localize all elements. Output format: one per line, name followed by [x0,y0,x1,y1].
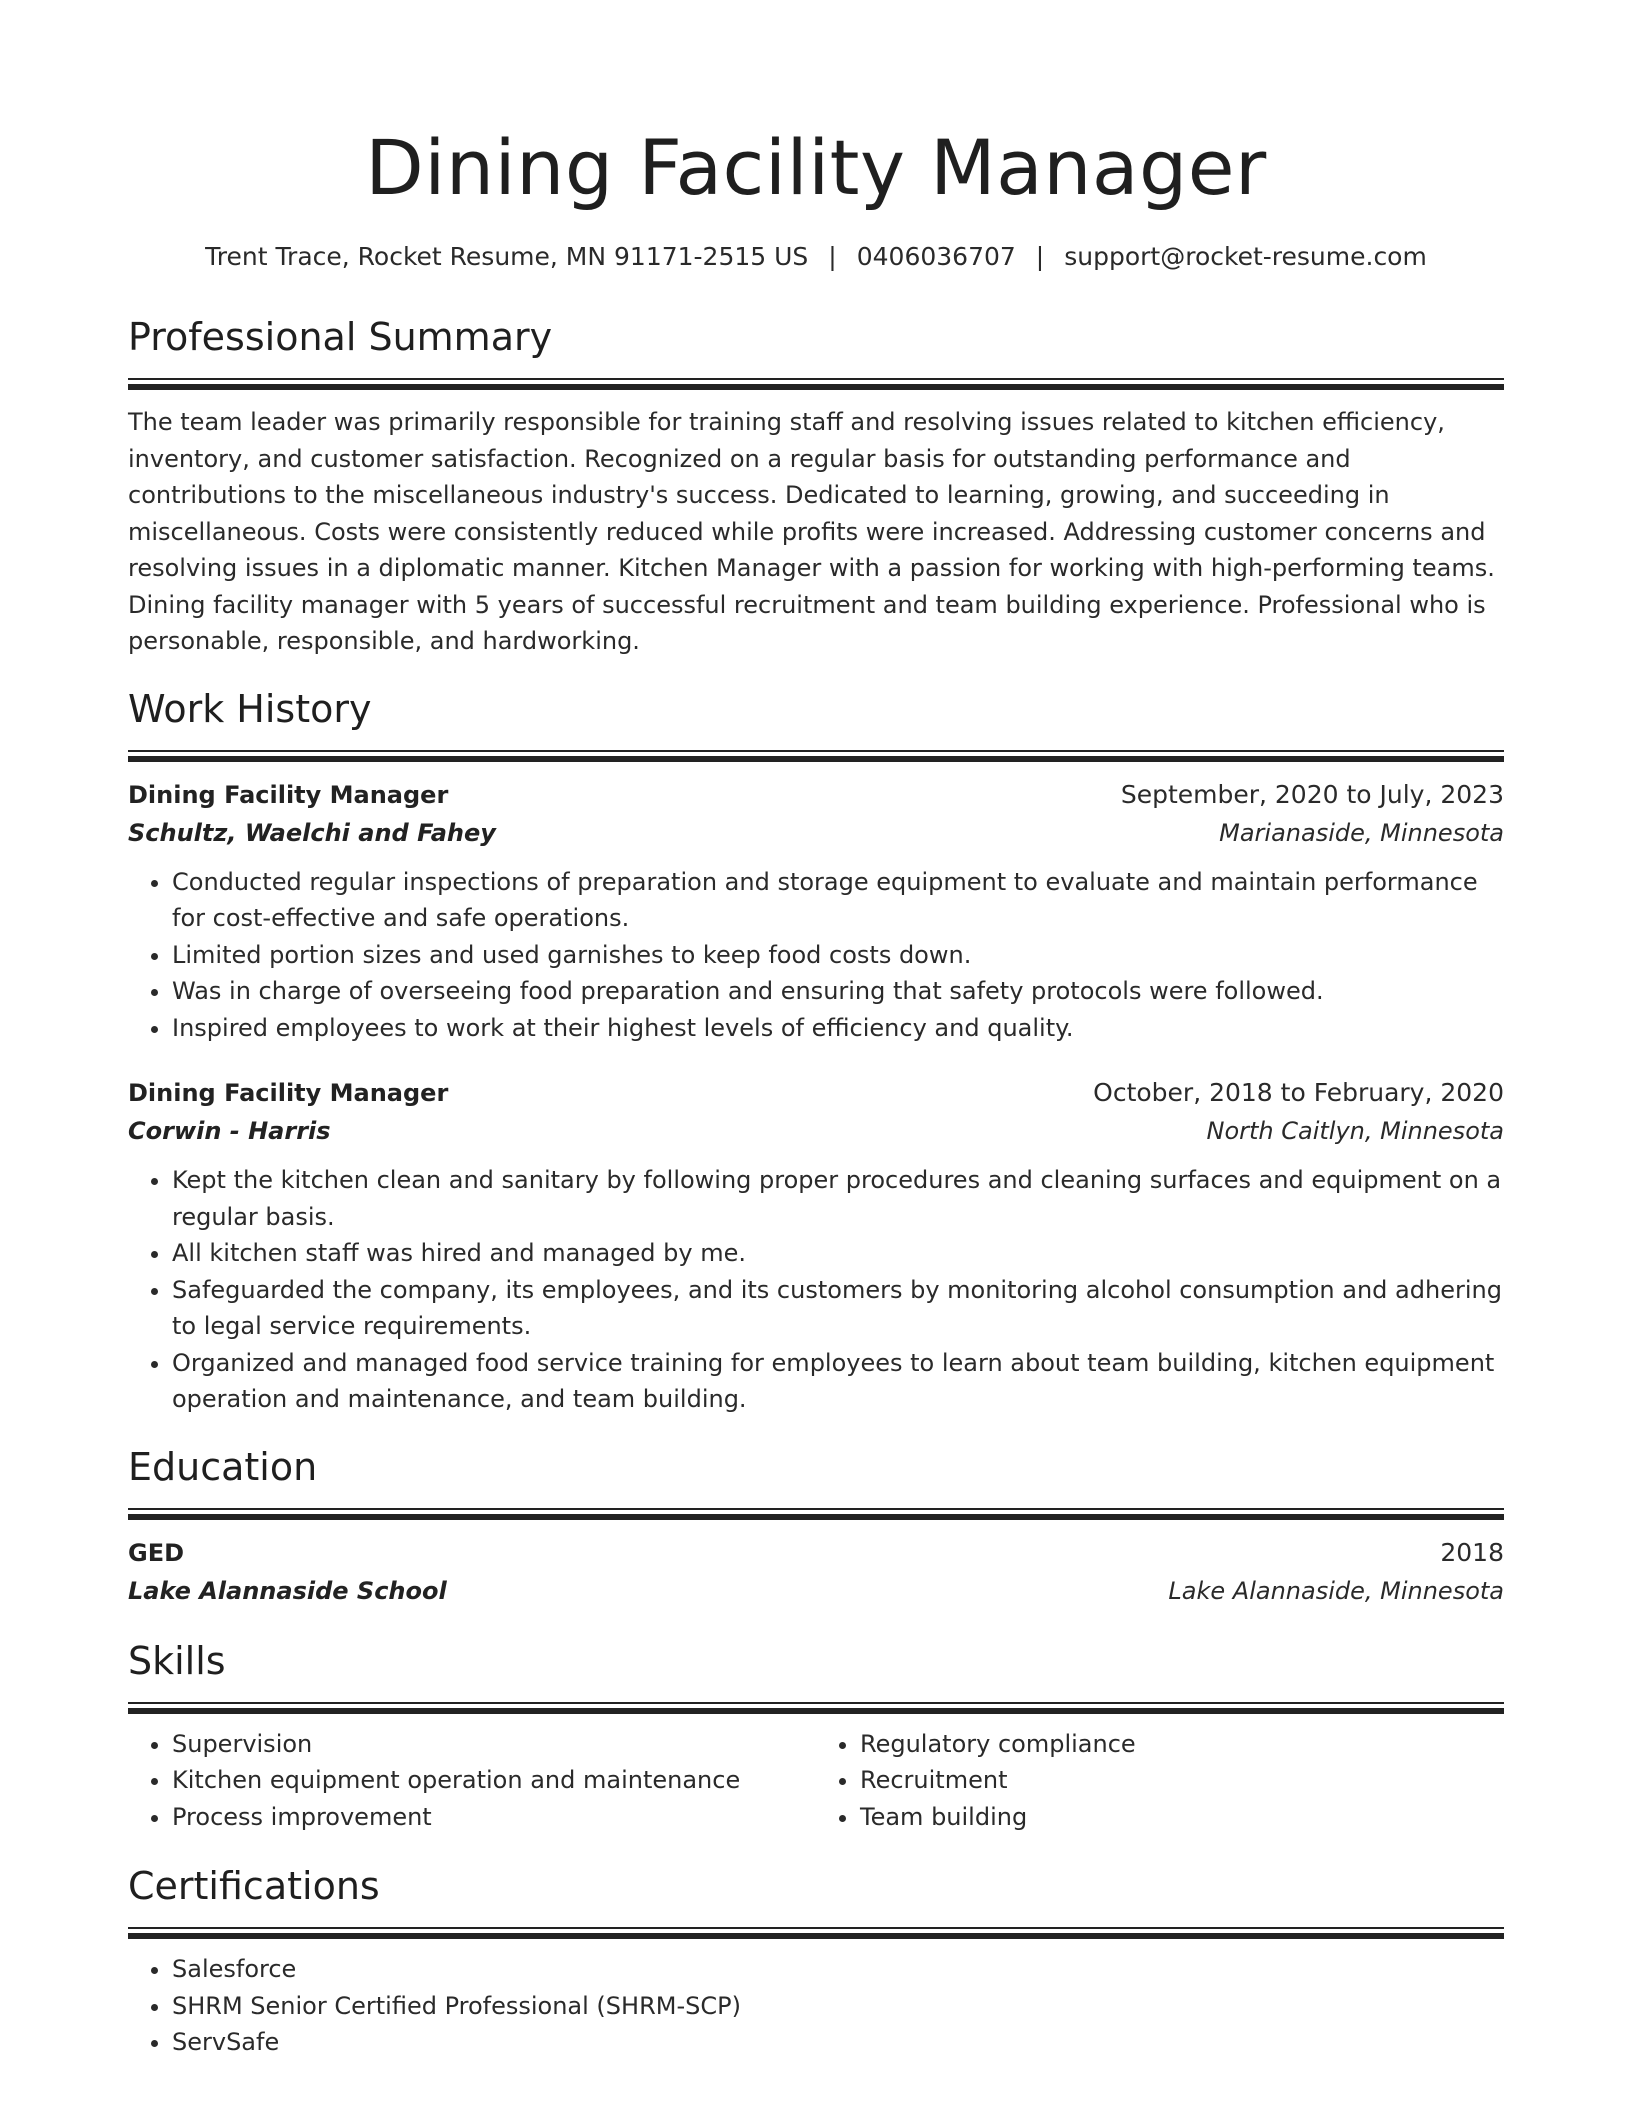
job-company-row [128,814,1504,852]
contact-phone: 0406036707 [856,242,1016,271]
list-item: • Inspired employees to work at their highest levels of efficiency and quality. [172,1010,1504,1047]
job-location: North Caitlyn, Minnesota [1206,1117,1504,1145]
job-bullets [128,864,1504,1047]
section-heading-education: Education [128,1444,318,1489]
list-item: • Team building [860,1799,1504,1836]
skills-list-left [128,1726,816,1836]
list-item: • Supervision [172,1726,816,1763]
list-item: • Organized and managed food service training for employees to learn about team building, kitchen equipment operation and maintenance, and team building. [172,1345,1504,1418]
list-item: • Limited portion sizes and used garnishes to keep food costs down. [172,937,1504,974]
list-item: • SHRM Senior Certified Professional (SHRM-SCP) [172,1988,1504,2025]
job-company: Schultz, Waelchi and Fahey [128,818,496,847]
list-item: • Kept the kitchen clean and sanitary by following proper procedures and cleaning surfaces and equipment on a regular basis. [172,1162,1504,1235]
job-header-row [128,1074,1504,1112]
contact-separator: | [1035,242,1045,271]
section-heading-skills: Skills [128,1638,226,1683]
education-header-row [128,1534,1504,1572]
job-dates: September, 2020 to July, 2023 [1120,779,1504,809]
job-entry [128,1074,1504,1418]
list-item: • Kitchen equipment operation and maintenance [172,1762,816,1799]
list-item: • Conducted regular inspections of preparation and storage equipment to evaluate and maintain performance for cost-effective and safe operations. [172,864,1504,937]
job-header-row [128,776,1504,814]
section-heading-work-history: Work History [128,686,372,731]
list-item: • Process improvement [172,1799,816,1836]
contact-separator: | [828,242,837,271]
certifications-list [128,1951,1504,2061]
summary-text: The team leader was primarily responsible for training staff and resolving issues related to kitchen efficiency, inventory, and customer satisfaction. Recognized on a regular basis for outstanding performance and contributions to the miscellaneous industry's success. Dedicated to learning, growing, and succeeding in miscellaneous. Costs were consistently reduced while profits were increased. Addressing customer concerns and resolving issues in a diplomatic manner. Kitchen Manager with a passion for working with high-performing teams. Dining facility manager with 5 years of successful recruitment and team building experience. Professional who is personable, responsible, and hardworking. [128,408,1495,655]
education-degree: GED [128,1538,185,1567]
section-heading-summary: Professional Summary [128,315,553,359]
list-item: • ServSafe [172,2024,1504,2061]
contact-email: support@rocket-resume.com [1064,242,1427,271]
list-item: • All kitchen staff was hired and managed by me. [172,1235,1504,1272]
work-history-section [128,684,1504,1418]
education-location: Lake Alannaside, Minnesota [1168,1576,1504,1605]
education-school: Lake Alannaside School [128,1576,447,1605]
section-divider [128,1927,1504,1939]
contact-address: Trent Trace, Rocket Resume, MN 91171-2515 US [205,242,809,271]
section-divider [128,1508,1504,1520]
list-item: • Safeguarded the company, its employees, and its customers by monitoring alcohol consumption and adhering to legal service requirements. [172,1272,1504,1345]
job-location: Marianaside, Minnesota [1219,818,1504,847]
contact-line [128,240,1504,274]
section-divider [128,1702,1504,1714]
education-entry [128,1534,1504,1610]
job-dates: October, 2018 to February, 2020 [1093,1078,1504,1107]
section-divider [128,378,1504,390]
section-heading-certifications: Certifications [128,1864,380,1908]
list-item: • Was in charge of overseeing food preparation and ensuring that safety protocols were followed. [172,973,1504,1010]
resume-title: Dining Facility Manager [365,123,1267,212]
certifications-section [128,1861,1504,2061]
job-company: Corwin - Harris [128,1117,331,1145]
job-title: Dining Facility Manager [128,1079,449,1107]
section-divider [128,750,1504,762]
skills-grid [128,1726,1504,1836]
list-item: • Recruitment [860,1762,1504,1799]
education-year: 2018 [1440,1537,1504,1567]
summary-section [128,312,1504,660]
job-entry [128,776,1504,1047]
job-bullets [128,1162,1504,1418]
skills-list-right [816,1726,1504,1836]
list-item: • Regulatory compliance [860,1726,1504,1763]
education-section [128,1442,1504,1610]
education-school-row [128,1572,1504,1610]
job-company-row [128,1112,1504,1150]
list-item: • Salesforce [172,1951,1504,1988]
skills-section [128,1636,1504,1836]
job-title: Dining Facility Manager [128,780,449,809]
